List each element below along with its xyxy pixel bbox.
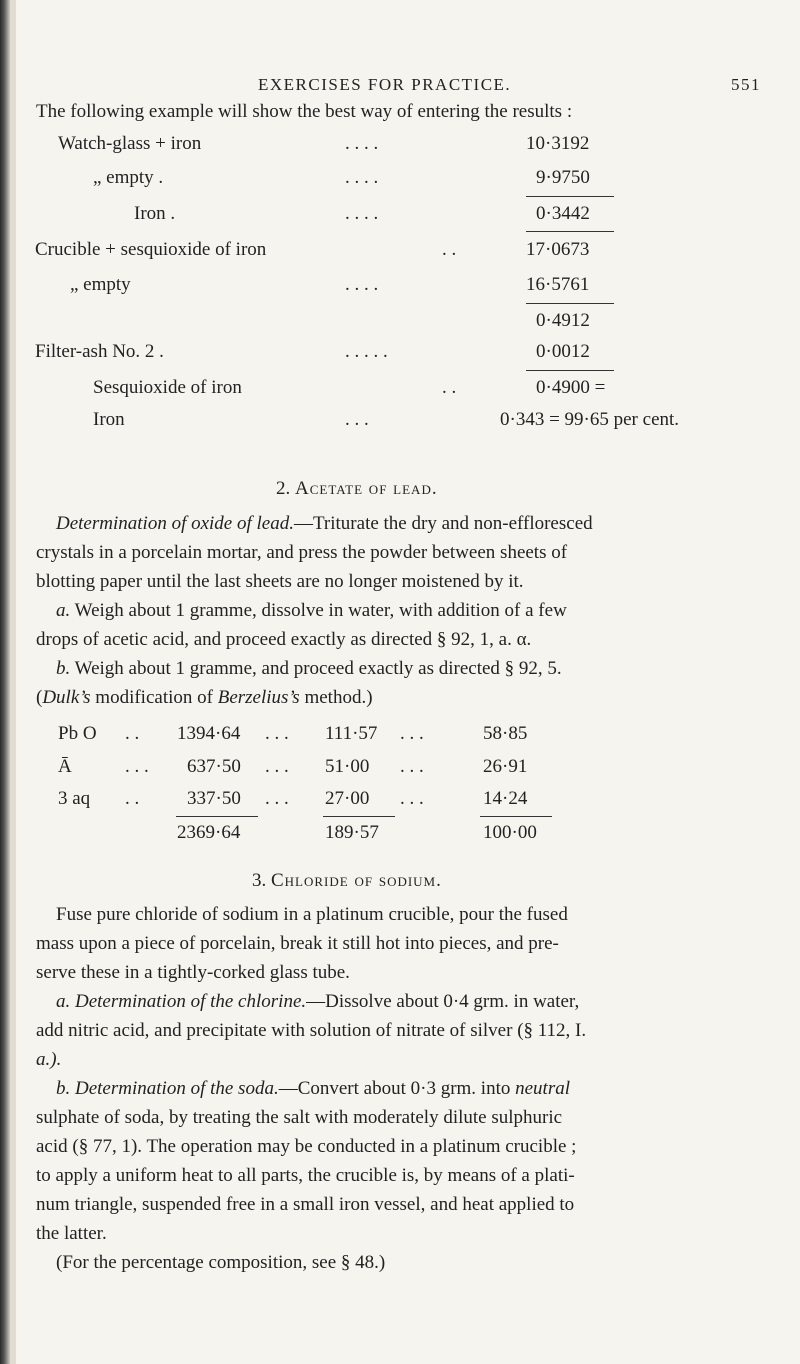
italic-heading: Determination of the soda. — [75, 1078, 279, 1099]
sum-rule — [176, 816, 258, 817]
italic-word: neutral — [515, 1078, 571, 1099]
cell-percent: 14·24 — [483, 788, 528, 809]
section-3-paragraph — [36, 900, 766, 1277]
result-label: Filter-ash No. 2 . — [35, 341, 164, 362]
italic-heading: Determination of the chlorine. — [75, 991, 307, 1012]
text-fragment: ( — [36, 687, 43, 708]
author-name: Dulk’s — [42, 687, 91, 708]
result-dots: . . . — [345, 409, 369, 430]
dots: . . — [125, 723, 140, 744]
running-head-title: EXERCISES FOR PRACTICE. — [258, 75, 512, 94]
text-fragment: —Convert about 0·3 grm. into — [278, 1078, 516, 1099]
result-label: Sesquioxide of iron — [93, 377, 242, 398]
dots: . . . — [265, 756, 289, 777]
item-marker: a. — [56, 991, 71, 1012]
section-3-heading — [252, 866, 442, 895]
text-line: to apply a uniform heat to all parts, the crucible is, by means of a plati- — [36, 1165, 575, 1186]
result-value: 0·3442 — [536, 203, 590, 224]
text-line: Weigh about 1 gramme, and proceed exactly as directed § 92, 5. — [74, 658, 562, 679]
page-binding-edge — [0, 0, 10, 1364]
result-value: 0·343 = 99·65 per cent. — [500, 409, 680, 430]
result-dots: . . . . . — [345, 341, 388, 362]
result-label: Iron . — [134, 203, 176, 224]
text-line: serve these in a tightly-corked glass tube. — [36, 962, 350, 983]
text-line: —Triturate the dry and non-effloresced — [293, 513, 593, 534]
text-line: Fuse pure chloride of sodium in a platinum crucible, pour the fused — [56, 904, 568, 925]
text-line: —Dissolve about 0·4 grm. in water, — [306, 991, 580, 1012]
text-fragment: method.) — [299, 687, 373, 708]
result-value: 9·9750 — [536, 167, 590, 188]
text-line: blotting paper until the last sheets are no longer moistened by it. — [36, 571, 524, 592]
page-number: 551 — [731, 75, 761, 94]
result-dots: . . — [442, 239, 457, 260]
italic-heading: Determination of oxide of lead. — [56, 513, 294, 534]
text-line: a.). — [36, 1049, 62, 1070]
result-label: „ empty — [70, 274, 131, 295]
dots: . . . — [265, 788, 289, 809]
section-number: 2. — [276, 478, 291, 499]
section-2-paragraph — [36, 509, 766, 712]
total-equiv-1: 2369·64 — [177, 822, 241, 843]
result-label: Watch-glass + iron — [58, 133, 202, 154]
result-label: „ empty . — [93, 167, 164, 188]
text-line: the latter. — [36, 1223, 107, 1244]
cell-percent: 26·91 — [483, 756, 528, 777]
result-dots: . . . . — [345, 167, 379, 188]
result-dots: . . — [442, 377, 457, 398]
result-value: 0·4900 = — [536, 377, 606, 398]
item-marker: a. — [56, 600, 71, 621]
formula: Ā — [58, 756, 72, 777]
result-dots: . . . . — [345, 274, 379, 295]
text-line: add nitric acid, and precipitate with solution of nitrate of silver (§ 112, I. — [36, 1020, 587, 1041]
cell-equiv-2: 111·57 — [325, 723, 378, 744]
footnote-text: (For the percentage composition, see § 48.) — [56, 1252, 386, 1273]
page-margin-shadow — [10, 0, 16, 1364]
result-value: 10·3192 — [526, 133, 590, 154]
dots: . . . — [265, 723, 289, 744]
result-value: 16·5761 — [526, 274, 590, 295]
result-label: Iron — [93, 409, 125, 430]
text-line: crystals in a porcelain mortar, and press the powder between sheets of — [36, 542, 568, 563]
sum-rule — [526, 231, 614, 232]
section-title: Chloride of sodium. — [271, 870, 442, 891]
text-line: Weigh about 1 gramme, dissolve in water, with addition of a few — [74, 600, 567, 621]
result-value: 0·4912 — [536, 310, 590, 331]
result-label: Crucible + sesquioxide of iron — [35, 239, 267, 260]
dots: . . — [125, 788, 140, 809]
sum-rule — [323, 816, 395, 817]
section-2-heading — [276, 474, 438, 503]
text-line: mass upon a piece of porcelain, break it still hot into pieces, and pre- — [36, 933, 559, 954]
sum-rule — [526, 370, 614, 371]
formula: Pb O — [58, 723, 97, 744]
sum-rule — [526, 303, 614, 304]
cell-equiv-1: 337·50 — [187, 788, 241, 809]
dots: . . . — [400, 788, 424, 809]
result-value: 17·0673 — [526, 239, 590, 260]
text-line: sulphate of soda, by treating the salt with moderately dilute sulphuric — [36, 1107, 563, 1128]
cell-equiv-2: 51·00 — [325, 756, 370, 777]
text-line: drops of acetic acid, and proceed exactly as directed § 92, 1, a. α. — [36, 629, 532, 650]
item-marker: b. — [56, 1078, 71, 1099]
section-number: 3. — [252, 870, 267, 891]
dots: . . . — [400, 756, 424, 777]
text-line: acid (§ 77, 1). The operation may be conducted in a platinum crucible ; — [36, 1136, 577, 1157]
sum-rule — [480, 816, 552, 817]
dots: . . . — [125, 756, 149, 777]
dots: . . . — [400, 723, 424, 744]
result-dots: . . . . — [345, 203, 379, 224]
result-value: 0·0012 — [536, 341, 590, 362]
formula: 3 aq — [58, 788, 91, 809]
author-name: Berzelius’s — [217, 687, 300, 708]
cell-equiv-1: 1394·64 — [177, 723, 241, 744]
text-fragment: modification of — [90, 687, 218, 708]
item-marker: b. — [56, 658, 71, 679]
cell-equiv-2: 27·00 — [325, 788, 370, 809]
cell-equiv-1: 637·50 — [187, 756, 241, 777]
sum-rule — [526, 196, 614, 197]
section-title: Acetate of lead. — [295, 478, 438, 499]
text-line: num triangle, suspended free in a small iron vessel, and heat applied to — [36, 1194, 575, 1215]
intro-text: The following example will show the best way of entering the results : — [36, 101, 573, 122]
result-dots: . . . . — [345, 133, 379, 154]
total-percent: 100·00 — [483, 822, 537, 843]
cell-percent: 58·85 — [483, 723, 528, 744]
total-equiv-2: 189·57 — [325, 822, 379, 843]
